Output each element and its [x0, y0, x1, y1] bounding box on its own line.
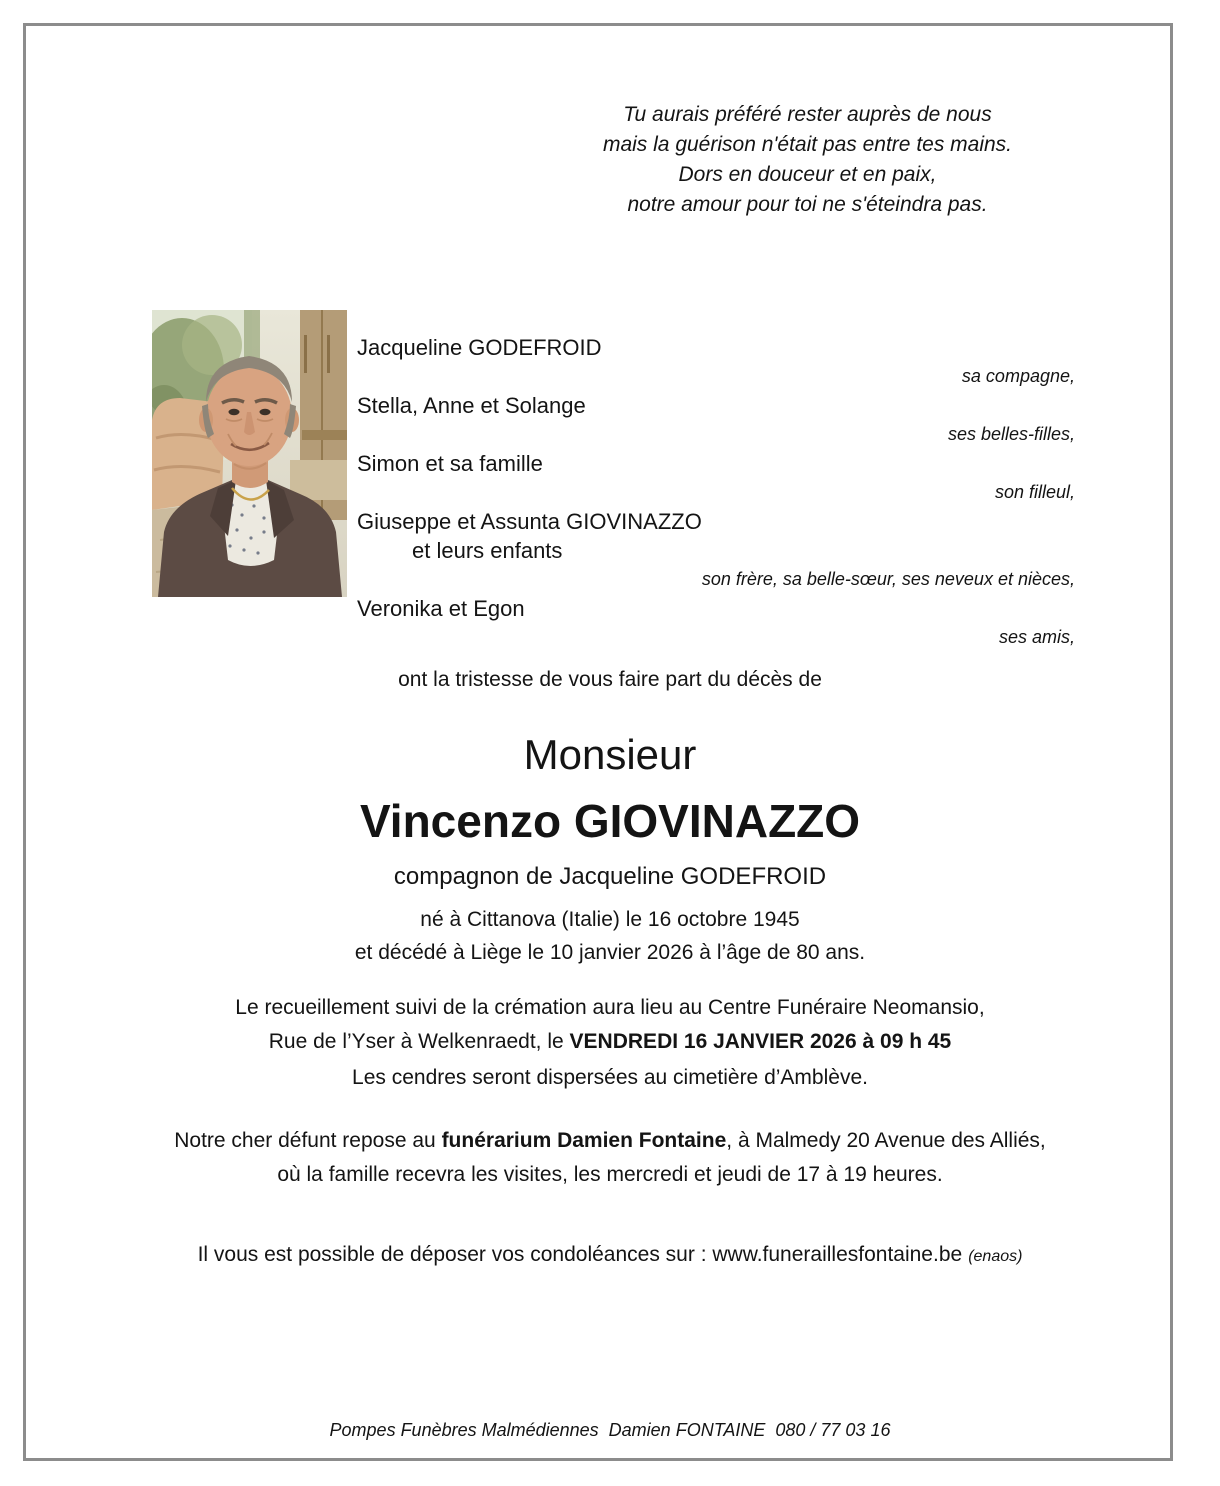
- mourner-relation: ses belles-filles,: [947, 424, 1075, 444]
- ceremony-datetime: VENDREDI 16 JANVIER 2026 à 09 h 45: [569, 1030, 952, 1053]
- ceremony-line2-prefix: Rue de l’Yser à Welkenraedt, le: [268, 1030, 570, 1053]
- repose-line2: où la famille recevra les visites, les mercredi et jeudi de 17 à 19 heures.: [277, 1163, 943, 1186]
- mourner-relation: ses amis,: [998, 627, 1075, 647]
- birth-line: né à Cittanova (Italie) le 16 octobre 1945: [420, 908, 800, 931]
- funeral-home-footer: Pompes Funèbres Malmédiennes Damien FONTAINE 080 / 77 03 16: [329, 1420, 891, 1440]
- announcement-line: ont la tristesse de vous faire part du décès de: [398, 668, 822, 691]
- mourners-list: [357, 333, 1075, 652]
- repose-line1-suffix: , à Malmedy 20 Avenue des Alliés,: [726, 1129, 1046, 1152]
- ceremony-line2: [0, 1025, 1220, 1059]
- deceased-title: Monsieur: [523, 731, 697, 778]
- condolences-text: Il vous est possible de déposer vos condoléances sur : www.funeraillesfontaine.be: [197, 1243, 963, 1266]
- portrait-photo: [152, 310, 347, 597]
- condolences-line: [0, 1243, 1220, 1267]
- mourner-name: Jacqueline GODEFROID: [357, 335, 602, 360]
- birth-death-info: [0, 903, 1220, 969]
- poem-line: Dors en douceur et en paix,: [678, 163, 937, 186]
- condolences-note: (enaos): [968, 1248, 1023, 1265]
- deceased-name: Vincenzo GIOVINAZZO: [359, 795, 861, 847]
- ceremony-line1: Le recueillement suivi de la crémation aura lieu au Centre Funéraire Neomansio,: [235, 996, 985, 1019]
- mourner-relation: son filleul,: [994, 482, 1075, 502]
- mourner-name: Simon et sa famille: [357, 451, 543, 476]
- repose-line1-prefix: Notre cher défunt repose au: [174, 1129, 442, 1152]
- mourner-relation: sa compagne,: [961, 366, 1075, 386]
- poem-line: Tu aurais préféré rester auprès de nous: [623, 103, 992, 126]
- mourner-relation: son frère, sa belle-sœur, ses neveux et nièces,: [701, 569, 1075, 589]
- mourner-name: Veronika et Egon: [357, 596, 525, 621]
- poem-line: mais la guérison n'était pas entre tes mains.: [602, 133, 1013, 156]
- ceremony-info: [0, 991, 1220, 1059]
- mourner-name-continued: et leurs enfants: [412, 538, 563, 563]
- repose-line1: [0, 1124, 1220, 1158]
- portrait-illustration: [152, 310, 347, 597]
- deceased-relationship: compagnon de Jacqueline GODEFROID: [393, 863, 827, 890]
- memorial-poem: [555, 100, 1060, 220]
- death-line: et décédé à Liège le 10 janvier 2026 à l’âge de 80 ans.: [354, 941, 866, 964]
- ashes-dispersal-line: Les cendres seront dispersées au cimetière d’Amblève.: [352, 1066, 868, 1089]
- repose-info: [0, 1124, 1220, 1192]
- mourner-name: Stella, Anne et Solange: [357, 393, 586, 418]
- funeral-home-name: funérarium Damien Fontaine: [441, 1129, 727, 1152]
- poem-line: notre amour pour toi ne s'éteindra pas.: [627, 193, 988, 216]
- mourner-name: Giuseppe et Assunta GIOVINAZZO: [357, 509, 702, 534]
